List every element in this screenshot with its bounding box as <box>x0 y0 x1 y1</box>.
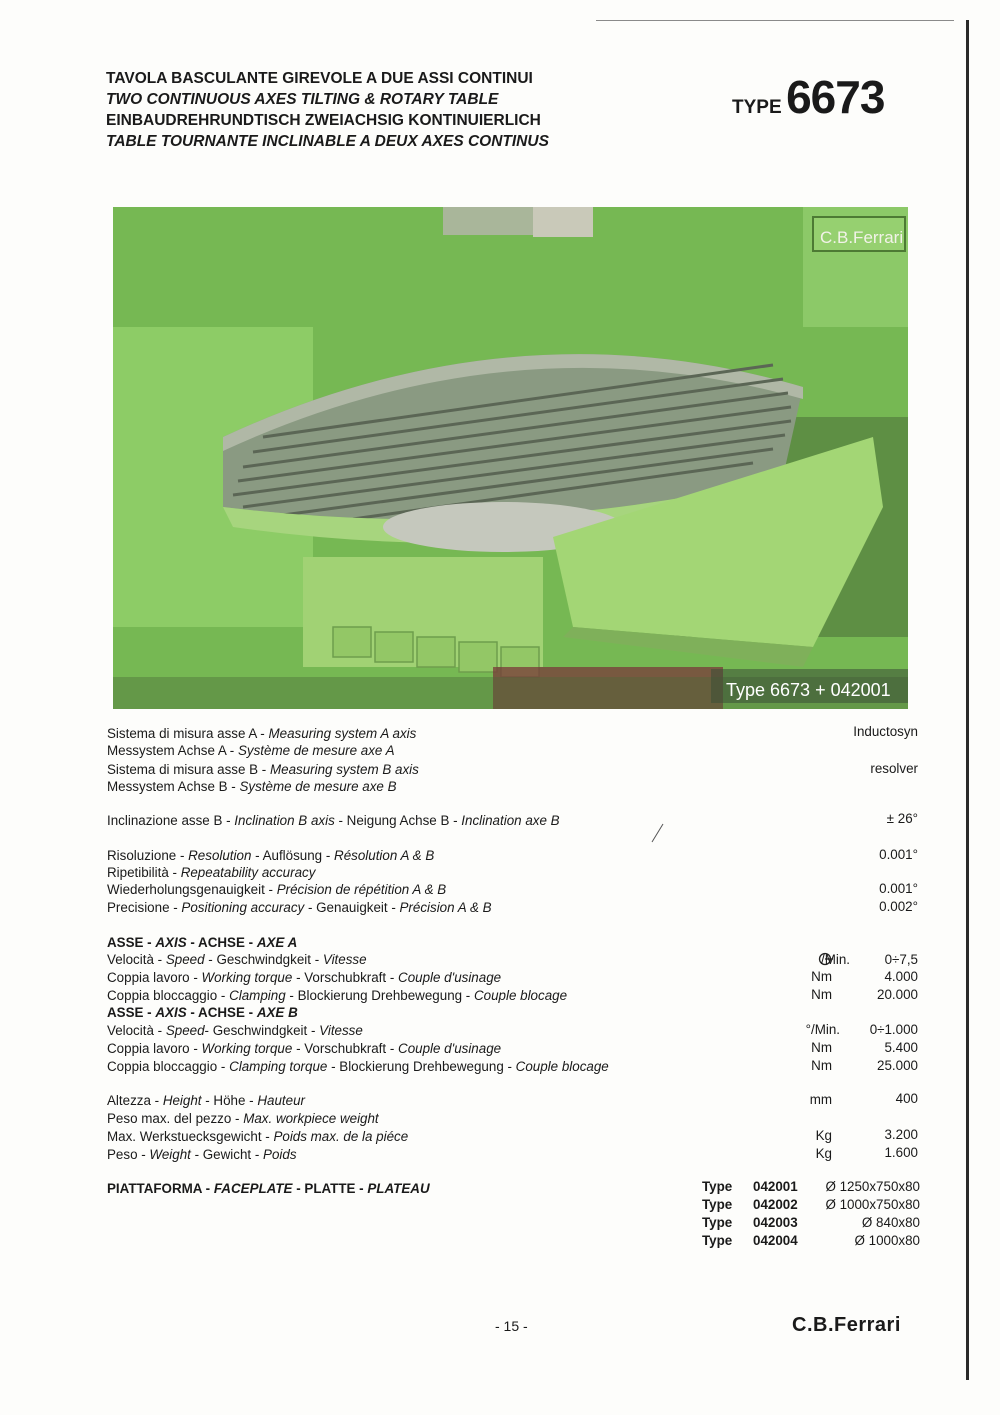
measuring-a-line1 <box>107 725 416 742</box>
axis-a-speed-value: 0÷7,5 <box>884 952 918 967</box>
weight-value: 1.600 <box>884 1145 918 1160</box>
faceplate-code: 042004 <box>753 1233 798 1248</box>
repeatability-value: 0.001° <box>879 881 918 896</box>
text: Working torque <box>201 970 293 985</box>
text: Max. Werkstuecksgewicht - <box>107 1129 274 1144</box>
text: ASSE - <box>107 1005 156 1020</box>
text: AXIS <box>155 1005 187 1020</box>
text: Repeatability accuracy <box>180 865 316 880</box>
text: Wiederholungsgenauigkeit - <box>107 882 277 897</box>
text: - ACHSE - <box>186 935 257 950</box>
product-photo <box>113 207 908 709</box>
pen-mark <box>648 822 666 844</box>
axis-b-clamp-unit: Nm <box>811 1058 832 1073</box>
height-value: 400 <box>895 1091 918 1106</box>
title-german: EINBAUDREHRUNDTISCH ZWEIACHSIG KONTINUIERLICH <box>106 112 541 129</box>
text: PIATTAFORMA - <box>107 1181 214 1196</box>
faceplate-dim: Ø 1250x750x80 <box>825 1179 920 1194</box>
text: Resolution <box>188 848 252 863</box>
text: ASSE - <box>107 935 156 950</box>
text: - Höhe - <box>201 1093 258 1108</box>
height-unit: mm <box>809 1092 832 1107</box>
text: AXIS <box>155 935 187 950</box>
faceplate-code: 042002 <box>753 1197 798 1212</box>
text: Peso - <box>107 1147 150 1162</box>
text: Height <box>162 1093 202 1108</box>
text: Clamping <box>229 988 286 1003</box>
text: Poids max. de la piéce <box>273 1129 409 1144</box>
axis-b-work-label <box>107 1040 501 1057</box>
axis-b-clamp-value: 25.000 <box>877 1058 918 1073</box>
faceplate-dim: Ø 840x80 <box>861 1215 920 1230</box>
axis-a-work-value: 4.000 <box>884 969 918 984</box>
text: Precisione - <box>107 900 182 915</box>
page-number: - 15 - <box>495 1318 528 1334</box>
text: Couple d'usinage <box>398 1041 502 1056</box>
text: Measuring system B axis <box>269 762 419 777</box>
axis-a-speed-unit: /Min. <box>820 952 850 967</box>
text: Clamping torque <box>229 1059 328 1074</box>
text: Poids <box>263 1147 297 1162</box>
text: - PLATTE - <box>292 1181 368 1196</box>
text: Inclination B axis <box>234 813 335 828</box>
photo-caption: Type 6673 + 042001 <box>726 680 891 700</box>
measuring-b-line1 <box>107 761 419 778</box>
text: - Blockierung Drehbewegung - <box>327 1059 516 1074</box>
text: - Vorschubkraft - <box>292 970 399 985</box>
text: Peso max. del pezzo - <box>107 1111 244 1126</box>
faceplate-type: Type <box>702 1233 733 1248</box>
axis-a-clamp-unit: Nm <box>811 987 832 1002</box>
axis-b-speed-unit: °/Min. <box>805 1022 840 1037</box>
title-block <box>106 68 549 152</box>
text: Velocità - <box>107 952 166 967</box>
axis-a-speed-label <box>107 951 367 968</box>
text: Sistema di misura asse B - <box>107 762 270 777</box>
text: Couple blocage <box>473 988 568 1003</box>
faceplate-code: 042001 <box>753 1179 798 1194</box>
text: Speed <box>165 952 205 967</box>
text: - Gewicht - <box>190 1147 264 1162</box>
resolution-value: 0.001° <box>879 847 918 862</box>
text: Couple d'usinage <box>398 970 502 985</box>
text: Altezza - <box>107 1093 163 1108</box>
type-label: TYPE <box>732 97 782 118</box>
text: FACEPLATE <box>213 1181 293 1196</box>
height-label <box>107 1092 305 1109</box>
machine-illustration <box>113 207 908 709</box>
text: Couple blocage <box>515 1059 609 1074</box>
text: PLATEAU <box>367 1181 430 1196</box>
text: Ripetibilità - <box>107 865 181 880</box>
text: - Geschwindgkeit - <box>204 952 323 967</box>
inclination-label <box>107 812 560 829</box>
title-italian: TAVOLA BASCULANTE GIREVOLE A DUE ASSI CONTINUI <box>106 70 533 87</box>
axis-b-heading <box>107 1004 298 1021</box>
axis-a-work-unit: Nm <box>811 969 832 984</box>
measuring-b-line2 <box>107 778 397 795</box>
text: Précision de répétition A & B <box>276 882 447 897</box>
max-weight-value: 3.200 <box>884 1127 918 1142</box>
title-english: TWO CONTINUOUS AXES TILTING & ROTARY TABLE <box>106 91 499 108</box>
text: Précision A & B <box>399 900 492 915</box>
text: Messystem Achse A - <box>107 743 238 758</box>
axis-b-speed-value: 0÷1.000 <box>869 1022 918 1037</box>
axis-b-speed-label <box>107 1022 363 1039</box>
text: Coppia lavoro - <box>107 970 202 985</box>
text: Positioning accuracy <box>181 900 305 915</box>
text: Vitesse <box>319 1023 363 1038</box>
faceplate-dim: Ø 1000x750x80 <box>825 1197 920 1212</box>
weight-unit: Kg <box>815 1146 832 1161</box>
text: - Geschwindgkeit - <box>204 1023 320 1038</box>
text: Measuring system A axis <box>268 726 417 741</box>
text: Inclination axe B <box>461 813 560 828</box>
axis-a-clamp-label <box>107 987 567 1004</box>
type-heading <box>732 70 884 124</box>
text: AXE B <box>256 1005 298 1020</box>
text: - Neigung Achse B - <box>334 813 462 828</box>
text: Système de mesure axe B <box>239 779 397 794</box>
axis-a-clamp-value: 20.000 <box>877 987 918 1002</box>
text: - Genauigkeit - <box>304 900 400 915</box>
top-rule <box>596 20 954 21</box>
text: - Auflösung - <box>251 848 335 863</box>
text: Coppia lavoro - <box>107 1041 202 1056</box>
faceplate-dim: Ø 1000x80 <box>854 1233 920 1248</box>
repeatability-line1 <box>107 864 315 881</box>
text: - ACHSE - <box>186 1005 257 1020</box>
text: Système de mesure axe A <box>237 743 395 758</box>
measuring-a-value: Inductosyn <box>853 724 918 739</box>
weight-label <box>107 1146 297 1163</box>
text: Coppia bloccaggio - <box>107 988 230 1003</box>
text: Max. workpiece weight <box>243 1111 379 1126</box>
text: AXE A <box>256 935 298 950</box>
text: Speed <box>165 1023 205 1038</box>
axis-b-work-unit: Nm <box>811 1040 832 1055</box>
measuring-a-line2 <box>107 742 395 759</box>
text: Messystem Achse B - <box>107 779 240 794</box>
faceplate-code: 042003 <box>753 1215 798 1230</box>
axis-a-work-label <box>107 969 501 986</box>
max-weight-unit: Kg <box>815 1128 832 1143</box>
axis-b-work-value: 5.400 <box>884 1040 918 1055</box>
text: Coppia bloccaggio - <box>107 1059 230 1074</box>
inclination-value: ± 26° <box>886 811 918 826</box>
right-binding-rule <box>966 20 969 1380</box>
brand-logo: C.B.Ferrari <box>792 1314 901 1336</box>
type-number: 6673 <box>786 71 885 123</box>
text: Hauteur <box>257 1093 305 1108</box>
text: Inclinazione asse B - <box>107 813 235 828</box>
text: Velocità - <box>107 1023 166 1038</box>
faceplate-heading <box>107 1180 430 1197</box>
text: Weight <box>149 1147 191 1162</box>
axis-b-clamp-label <box>107 1058 609 1075</box>
text: - Vorschubkraft - <box>292 1041 399 1056</box>
measuring-b-value: resolver <box>870 761 918 776</box>
faceplate-type: Type <box>702 1197 733 1212</box>
resolution-label <box>107 847 434 864</box>
text: Sistema di misura asse A - <box>107 726 269 741</box>
text: - Blockierung Drehbewegung - <box>285 988 474 1003</box>
text: Résolution A & B <box>334 848 435 863</box>
machine-label: C.B.Ferrari <box>820 228 904 247</box>
repeatability-line2 <box>107 881 446 898</box>
text: Vitesse <box>322 952 367 967</box>
axis-a-heading <box>107 934 297 951</box>
faceplate-type: Type <box>702 1215 733 1230</box>
text: Risoluzione - <box>107 848 189 863</box>
faceplate-type: Type <box>702 1179 733 1194</box>
max-weight-line1 <box>107 1110 379 1127</box>
max-weight-line2 <box>107 1128 408 1145</box>
text: Working torque <box>201 1041 293 1056</box>
title-french: TABLE TOURNANTE INCLINABLE A DEUX AXES CONTINUS <box>106 133 549 150</box>
positioning-value: 0.002° <box>879 899 918 914</box>
positioning-label <box>107 899 492 916</box>
